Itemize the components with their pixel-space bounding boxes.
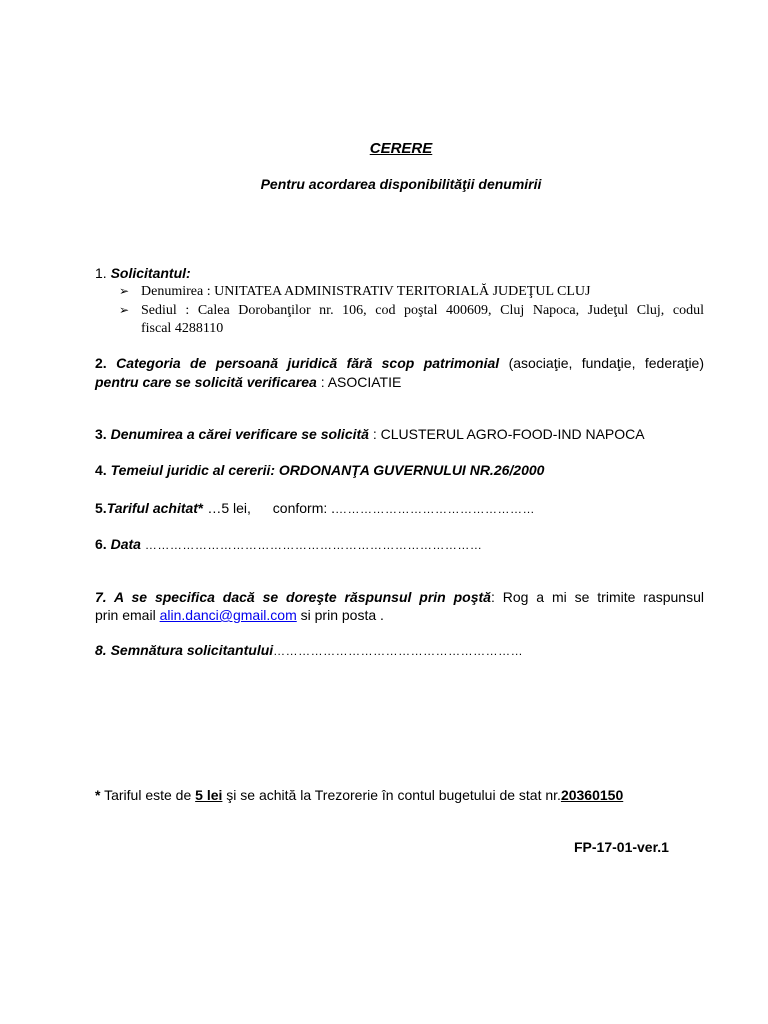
section-label-continued: pentru care se solicită verificarea	[95, 374, 317, 390]
section-number: 1.	[95, 265, 107, 281]
category-options: (asociaţie, fundaţie, federaţie)	[508, 355, 704, 371]
email-prefix: prin email	[95, 607, 156, 623]
section-categoria-line-2	[95, 374, 401, 390]
section-label: Categoria de persoană juridică fără scop patrimonial	[116, 355, 500, 371]
conform-dots: …………………………………………	[335, 502, 536, 516]
section-denumirea	[95, 426, 645, 442]
raspuns-text: : Rog a mi se trimite raspunsul	[490, 589, 704, 605]
data-dots: ………………………………………………………………………	[144, 538, 483, 552]
semnatura-dots: ……………………………………………………	[273, 644, 524, 658]
email-suffix: si prin posta .	[300, 607, 384, 623]
asterisk-icon: *	[197, 500, 204, 516]
section-label: 8. Semnătura solicitantului	[95, 642, 274, 658]
section-tarif	[95, 500, 535, 516]
section-number: 5.	[95, 500, 107, 516]
form-code: FP-17-01-ver.1	[574, 839, 669, 855]
section-categoria-line-1	[95, 355, 704, 371]
section-solicitant	[95, 265, 191, 281]
section-label: 7. A se specifica dacă se doreşte răspunsul prin poştă	[95, 589, 491, 605]
footnote-text-2: şi se achită la Trezorerie în contul bugetului de stat nr.	[226, 787, 561, 803]
footnote	[95, 787, 623, 803]
section-label: Data	[110, 536, 141, 552]
section-label: Solicitantul:	[110, 265, 191, 281]
footnote-text-1: Tariful este de	[104, 787, 192, 803]
section-label: Tariful achitat	[106, 500, 198, 516]
document-subtitle: Pentru acordarea disponibilităţii denumirii	[260, 176, 542, 192]
denumire-value: : CLUSTERUL AGRO-FOOD-IND NAPOCA	[372, 426, 645, 442]
section-number: 6.	[95, 536, 107, 552]
sediul-line-1: Sediul : Calea Dorobanţilor nr. 106, cod poştal 400609, Cluj Napoca, Judeţul Cluj, codul	[141, 303, 704, 318]
section-number: 2.	[95, 355, 107, 371]
document-title: CERERE	[369, 140, 433, 157]
denumirea-line: Denumirea : UNITATEA ADMINISTRATIV TERITORIALĂ JUDEŢUL CLUJ	[141, 284, 591, 299]
sediul-line-2: fiscal 4288110	[141, 321, 224, 336]
footnote-account: 20360150	[560, 787, 624, 803]
section-number: 3.	[95, 426, 107, 442]
section-temei-juridic	[95, 462, 544, 478]
section-semnatura	[95, 642, 523, 658]
email-link[interactable]: alin.danci@gmail.com	[159, 607, 297, 623]
category-value: : ASOCIATIE	[320, 374, 402, 390]
conform-label: conform: .	[272, 500, 336, 516]
section-label: Temeiul juridic al cererii: ORDONANŢA GUVERNULUI NR.26/2000	[110, 462, 545, 478]
section-label: Denumirea a cărei verificare se solicită	[110, 426, 369, 442]
section-raspuns-line-2	[95, 607, 384, 623]
asterisk-icon: *	[95, 787, 101, 803]
tarif-value: …5 lei,	[207, 500, 251, 516]
section-data	[95, 536, 482, 552]
section-number: 4.	[95, 462, 107, 478]
arrow-bullet-icon: ➢	[119, 303, 130, 317]
arrow-bullet-icon: ➢	[119, 284, 130, 298]
section-raspuns-line-1	[95, 589, 704, 605]
footnote-amount: 5 lei	[195, 787, 223, 803]
